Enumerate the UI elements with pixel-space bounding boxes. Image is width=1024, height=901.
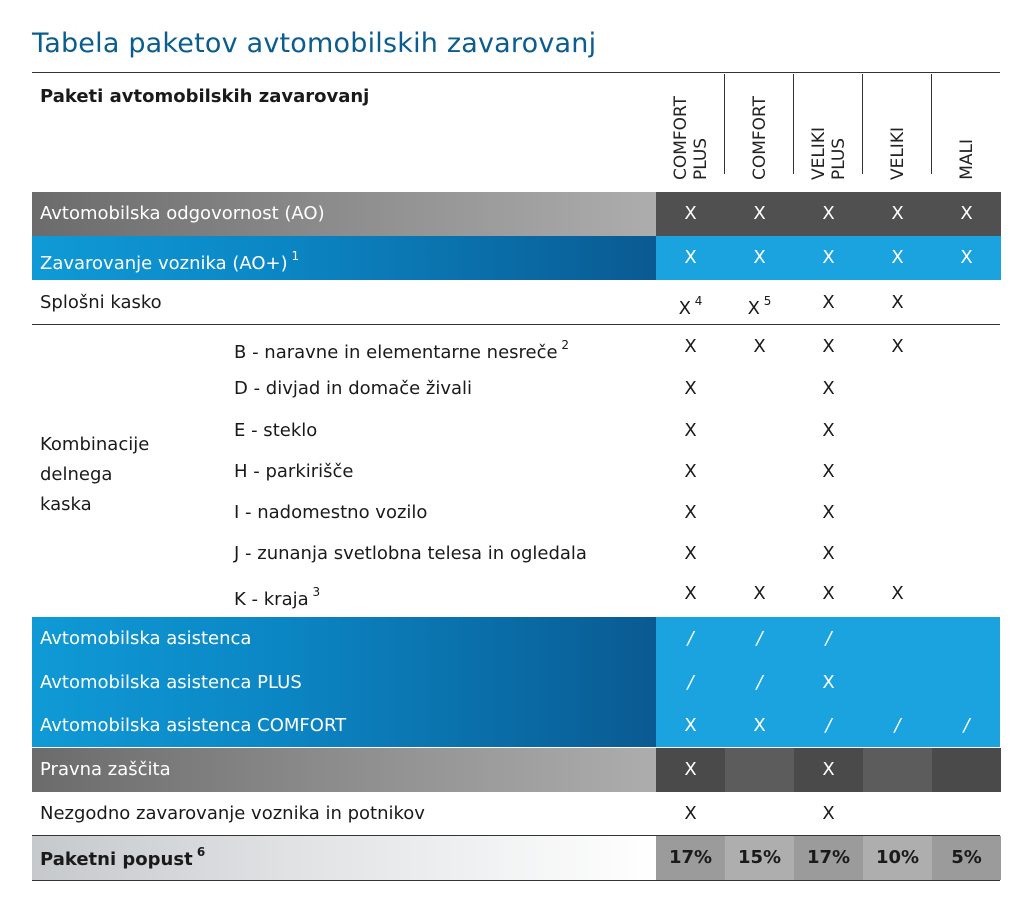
row-label-text: Splošni kasko	[40, 292, 162, 313]
table-cell: X	[656, 748, 725, 792]
divider	[32, 880, 1000, 881]
cell-value: X	[684, 203, 697, 224]
column-separator	[793, 74, 794, 174]
discount-value: 17%	[794, 836, 863, 880]
cell-value: X	[753, 247, 766, 268]
table-cell	[656, 327, 725, 367]
cell-value: X	[822, 461, 835, 482]
table-cell	[656, 792, 725, 836]
row-label	[40, 617, 251, 660]
table-cell	[794, 327, 863, 367]
table-cell	[794, 192, 863, 236]
table-cell	[863, 281, 932, 325]
table-cell	[932, 574, 1001, 614]
table-cell: /	[825, 715, 832, 736]
table-cell: X	[684, 715, 697, 736]
table-cell	[863, 369, 932, 409]
column-header-line1: VELIKI	[808, 126, 829, 180]
footnote-marker: 4	[690, 294, 703, 308]
table-cell	[863, 493, 932, 533]
combo-caption-line: Kombinacije	[40, 434, 150, 455]
table-cell: X	[822, 672, 835, 693]
table-cell	[794, 236, 863, 280]
column-header-text	[671, 96, 711, 180]
cell-value: X	[684, 502, 697, 523]
combo-caption-line: kaska	[40, 494, 92, 515]
table-header-label: Paketi avtomobilskih zavarovanj	[40, 86, 370, 107]
column-header-line1: MALI	[956, 139, 977, 180]
row-label-text: J - zunanja svetlobna telesa in ogledala	[234, 543, 587, 564]
table-cell: /	[756, 628, 763, 649]
cell-value: X	[678, 298, 691, 319]
table-cell	[932, 792, 1001, 836]
table-cell	[932, 452, 1001, 492]
discount-label	[40, 847, 205, 870]
row-label	[40, 192, 325, 236]
table-cell	[932, 281, 1001, 325]
discount-label-text: Paketni popust	[40, 849, 193, 870]
cell-value: X	[822, 292, 835, 313]
table-cell	[932, 236, 1001, 280]
table-cell	[725, 493, 794, 533]
combo-row-label	[234, 574, 320, 614]
discount-value: 17%	[656, 836, 725, 880]
cell-value: X	[684, 543, 697, 564]
cell-value: X	[822, 543, 835, 564]
column-header	[932, 74, 1001, 180]
table-cell	[863, 192, 932, 236]
column-header-text	[750, 96, 770, 180]
discount-value: 5%	[932, 836, 1001, 880]
column-header	[656, 74, 725, 180]
table-cell	[863, 452, 932, 492]
combo-row-label	[234, 493, 427, 533]
cell-value: X	[822, 247, 835, 268]
column-separator	[724, 74, 725, 174]
column-header	[863, 74, 932, 180]
page-title: Tabela paketov avtomobilskih zavarovanj	[32, 28, 597, 59]
table-cell: /	[825, 628, 832, 649]
row-label-text: E - steklo	[234, 420, 318, 441]
combo-row-label	[234, 534, 587, 574]
table-cell	[656, 281, 725, 325]
cell-value: X	[822, 420, 835, 441]
table-cell	[794, 574, 863, 614]
column-header-line1: COMFORT	[670, 95, 691, 180]
column-header	[794, 74, 863, 180]
row-label-text: Avtomobilska asistenca	[40, 628, 252, 649]
row-label-text: Zavarovanje voznika (AO+)	[40, 253, 288, 274]
table-cell	[932, 192, 1001, 236]
cell-value: X	[684, 378, 697, 399]
table-cell	[725, 748, 794, 792]
row-label-text: B - naravne in elementarne nesreče	[234, 342, 558, 363]
footnote-marker: 2	[557, 338, 570, 352]
column-header-line2: PLUS	[690, 137, 711, 180]
row-label-text: Pravna zaščita	[40, 759, 171, 780]
table-cell	[656, 534, 725, 574]
table-cell	[656, 192, 725, 236]
combo-caption	[40, 430, 149, 520]
table-cell	[725, 411, 794, 451]
table-cell	[794, 369, 863, 409]
table-cell	[725, 534, 794, 574]
cell-value: X	[822, 583, 835, 604]
table-cell	[863, 411, 932, 451]
table-cell	[863, 574, 932, 614]
table-cell	[863, 236, 932, 280]
table-cell	[932, 493, 1001, 533]
footnote-marker: 1	[287, 249, 300, 263]
cell-value: X	[822, 378, 835, 399]
table-cell	[656, 574, 725, 614]
cell-value: X	[822, 336, 835, 357]
table-cell	[932, 411, 1001, 451]
cell-value: X	[753, 583, 766, 604]
table-cell	[794, 792, 863, 836]
row-label-text: I - nadomestno vozilo	[234, 502, 428, 523]
row-label	[40, 281, 162, 325]
row-label	[40, 792, 425, 836]
table-cell	[932, 534, 1001, 574]
table-cell	[725, 369, 794, 409]
row-label	[40, 748, 171, 792]
footnote-marker: 6	[192, 845, 206, 859]
table-cell	[932, 327, 1001, 367]
column-separator	[931, 74, 932, 174]
table-cell: X	[794, 748, 863, 792]
discount-value: 15%	[725, 836, 794, 880]
cell-value: X	[753, 336, 766, 357]
table-cell	[656, 452, 725, 492]
table-cell	[863, 748, 932, 792]
table-cell	[932, 617, 1001, 660]
table-cell	[725, 452, 794, 492]
combo-row-label	[234, 327, 569, 367]
table-cell	[932, 748, 1001, 792]
table-cell: /	[894, 715, 901, 736]
row-label	[40, 236, 299, 280]
cell-value: X	[684, 247, 697, 268]
table-cell	[863, 661, 932, 704]
table-cell	[863, 534, 932, 574]
table-cell: /	[963, 715, 970, 736]
cell-value: X	[960, 203, 973, 224]
cell-value: X	[960, 247, 973, 268]
cell-value: X	[822, 803, 835, 824]
cell-value: X	[822, 502, 835, 523]
combo-caption-line: delnega	[40, 464, 113, 485]
column-header-text	[809, 127, 849, 180]
table-cell: X	[753, 715, 766, 736]
table-cell	[794, 281, 863, 325]
cell-value: X	[891, 292, 904, 313]
combo-row-label	[234, 411, 317, 451]
combo-row-label	[234, 452, 354, 492]
table-cell	[656, 236, 725, 280]
table-cell: /	[756, 672, 763, 693]
cell-value: X	[891, 247, 904, 268]
column-separator	[862, 74, 863, 174]
discount-value: 10%	[863, 836, 932, 880]
table-cell	[656, 369, 725, 409]
row-label	[40, 661, 302, 704]
row-label-text: Avtomobilska asistenca PLUS	[40, 672, 302, 693]
row-label	[40, 704, 346, 747]
cell-value: X	[891, 203, 904, 224]
cell-value: X	[891, 583, 904, 604]
table-cell	[794, 493, 863, 533]
cell-value: X	[684, 583, 697, 604]
row-label-text: D - divjad in domače živali	[234, 378, 473, 399]
column-header	[725, 74, 794, 180]
table-cell	[932, 369, 1001, 409]
table-cell	[725, 574, 794, 614]
cell-value: X	[753, 203, 766, 224]
table-cell: /	[687, 672, 694, 693]
cell-value: X	[684, 461, 697, 482]
cell-value: X	[684, 336, 697, 357]
column-header-text	[957, 139, 977, 180]
cell-value: X	[891, 336, 904, 357]
footnote-marker: 3	[308, 585, 321, 599]
cell-value: X	[684, 420, 697, 441]
row-label-text: Avtomobilska odgovornost (AO)	[40, 203, 325, 224]
table-cell	[863, 617, 932, 660]
table-cell	[863, 792, 932, 836]
row-label-text: Avtomobilska asistenca COMFORT	[40, 715, 347, 736]
column-header-text	[888, 127, 908, 180]
table-cell	[725, 792, 794, 836]
table-cell	[725, 281, 794, 325]
table-cell	[794, 452, 863, 492]
combo-row-label	[234, 369, 472, 409]
table-cell	[725, 327, 794, 367]
table-cell: /	[687, 628, 694, 649]
table-cell	[725, 192, 794, 236]
table-cell	[725, 236, 794, 280]
table-cell	[932, 661, 1001, 704]
footnote-marker: 5	[759, 294, 772, 308]
table-cell	[863, 327, 932, 367]
row-label-text: K - kraja	[234, 589, 309, 610]
table-cell	[794, 411, 863, 451]
divider	[32, 324, 1000, 325]
column-header-line1: VELIKI	[887, 126, 908, 180]
column-header-line1: COMFORT	[749, 95, 770, 180]
cell-value: X	[747, 298, 760, 319]
cell-value: X	[822, 203, 835, 224]
row-label-text: Nezgodno zavarovanje voznika in potnikov	[40, 803, 425, 824]
column-header-line2: PLUS	[828, 137, 849, 180]
cell-value: X	[684, 803, 697, 824]
table-cell	[794, 534, 863, 574]
divider	[32, 72, 1000, 73]
table-cell	[656, 493, 725, 533]
table-cell	[656, 411, 725, 451]
row-label-text: H - parkirišče	[234, 461, 354, 482]
